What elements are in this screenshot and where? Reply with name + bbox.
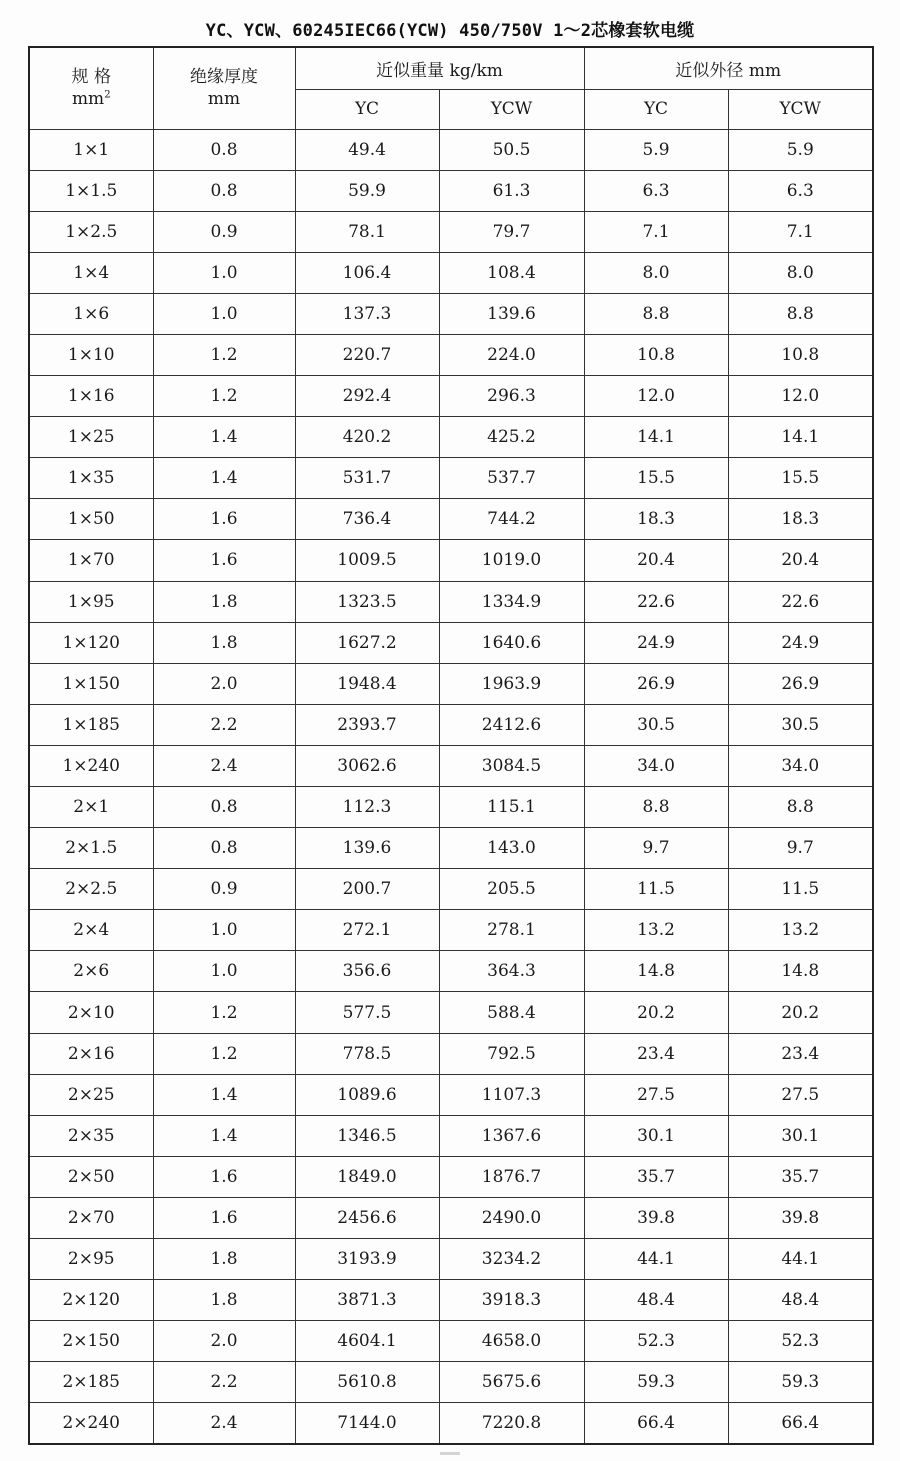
table-row <box>29 1321 873 1362</box>
table-row <box>29 1197 873 1238</box>
table-row <box>29 745 873 786</box>
header-diameter-group: 近似外径 mm <box>584 47 873 89</box>
cell-diameter-yc: 14.8 <box>584 951 728 992</box>
cell-diameter-yc: 24.9 <box>584 622 728 663</box>
cell-weight-yc: 577.5 <box>295 992 439 1033</box>
cell-diameter-yc: 48.4 <box>584 1280 728 1321</box>
cell-diameter-yc: 23.4 <box>584 1033 728 1074</box>
cell-insulation: 0.8 <box>153 787 295 828</box>
cell-insulation: 1.8 <box>153 581 295 622</box>
cell-weight-yc: 139.6 <box>295 828 439 869</box>
cell-diameter-yc: 6.3 <box>584 170 728 211</box>
cell-insulation: 1.6 <box>153 499 295 540</box>
table-row <box>29 334 873 375</box>
cell-weight-yc: 292.4 <box>295 376 439 417</box>
cell-weight-yc: 736.4 <box>295 499 439 540</box>
table-row <box>29 540 873 581</box>
table-row <box>29 293 873 334</box>
header-weight-group: 近似重量 kg/km <box>295 47 584 89</box>
cell-weight-ycw: 588.4 <box>439 992 584 1033</box>
cell-diameter-yc: 8.8 <box>584 293 728 334</box>
cell-diameter-ycw: 24.9 <box>728 622 873 663</box>
cell-diameter-yc: 11.5 <box>584 869 728 910</box>
cell-diameter-yc: 13.2 <box>584 910 728 951</box>
cell-diameter-ycw: 22.6 <box>728 581 873 622</box>
cell-weight-yc: 1009.5 <box>295 540 439 581</box>
cell-weight-yc: 1849.0 <box>295 1156 439 1197</box>
cell-weight-ycw: 7220.8 <box>439 1403 584 1444</box>
header-spec-unit-text: mm <box>71 89 105 110</box>
cell-diameter-ycw: 44.1 <box>728 1239 873 1280</box>
cell-weight-yc: 1627.2 <box>295 622 439 663</box>
table-row <box>29 581 873 622</box>
cell-diameter-yc: 12.0 <box>584 376 728 417</box>
cell-diameter-yc: 8.0 <box>584 252 728 293</box>
cell-spec: 1×2.5 <box>29 211 153 252</box>
cell-spec: 2×95 <box>29 1239 153 1280</box>
cell-insulation: 1.6 <box>153 1197 295 1238</box>
table-row <box>29 704 873 745</box>
cell-diameter-yc: 22.6 <box>584 581 728 622</box>
header-spec-unit-sup: 2 <box>104 89 111 101</box>
cell-diameter-yc: 52.3 <box>584 1321 728 1362</box>
table-row <box>29 992 873 1033</box>
cell-weight-ycw: 50.5 <box>439 129 584 170</box>
cell-diameter-yc: 27.5 <box>584 1074 728 1115</box>
cell-insulation: 0.9 <box>153 211 295 252</box>
cell-diameter-ycw: 27.5 <box>728 1074 873 1115</box>
cell-diameter-yc: 26.9 <box>584 663 728 704</box>
cell-diameter-ycw: 18.3 <box>728 499 873 540</box>
cell-diameter-yc: 14.1 <box>584 417 728 458</box>
cell-diameter-ycw: 14.1 <box>728 417 873 458</box>
table-row <box>29 499 873 540</box>
cell-insulation: 1.4 <box>153 458 295 499</box>
cell-weight-ycw: 3234.2 <box>439 1239 584 1280</box>
cell-diameter-ycw: 11.5 <box>728 869 873 910</box>
table-row <box>29 376 873 417</box>
cell-spec: 1×16 <box>29 376 153 417</box>
cell-weight-ycw: 364.3 <box>439 951 584 992</box>
cell-insulation: 1.0 <box>153 910 295 951</box>
cell-weight-ycw: 2412.6 <box>439 704 584 745</box>
table-row <box>29 458 873 499</box>
cell-weight-yc: 137.3 <box>295 293 439 334</box>
table-row <box>29 129 873 170</box>
cell-insulation: 0.8 <box>153 170 295 211</box>
cell-diameter-ycw: 59.3 <box>728 1362 873 1403</box>
cell-insulation: 1.0 <box>153 293 295 334</box>
page-title: YC、YCW、60245IEC66(YCW) 450/750V 1～2芯橡套软电缆 <box>205 21 695 41</box>
cell-weight-ycw: 139.6 <box>439 293 584 334</box>
cell-insulation: 2.4 <box>153 745 295 786</box>
cell-diameter-yc: 7.1 <box>584 211 728 252</box>
table-row <box>29 417 873 458</box>
cell-insulation: 1.2 <box>153 992 295 1033</box>
cell-insulation: 1.0 <box>153 951 295 992</box>
cell-diameter-ycw: 6.3 <box>728 170 873 211</box>
cell-weight-ycw: 1640.6 <box>439 622 584 663</box>
cell-weight-yc: 272.1 <box>295 910 439 951</box>
cell-diameter-yc: 20.2 <box>584 992 728 1033</box>
cell-insulation: 2.0 <box>153 1321 295 1362</box>
cell-diameter-ycw: 34.0 <box>728 745 873 786</box>
table-row <box>29 1362 873 1403</box>
cell-weight-yc: 7144.0 <box>295 1403 439 1444</box>
header-diameter-ycw: YCW <box>728 89 873 129</box>
cell-diameter-ycw: 8.8 <box>728 787 873 828</box>
cell-spec: 2×35 <box>29 1115 153 1156</box>
cell-weight-yc: 3193.9 <box>295 1239 439 1280</box>
cell-weight-yc: 4604.1 <box>295 1321 439 1362</box>
table-row <box>29 1115 873 1156</box>
cell-diameter-ycw: 14.8 <box>728 951 873 992</box>
cell-diameter-yc: 30.1 <box>584 1115 728 1156</box>
cell-spec: 2×185 <box>29 1362 153 1403</box>
cell-diameter-ycw: 7.1 <box>728 211 873 252</box>
cell-spec: 2×150 <box>29 1321 153 1362</box>
cell-insulation: 2.4 <box>153 1403 295 1444</box>
cell-spec: 2×240 <box>29 1403 153 1444</box>
cell-weight-yc: 531.7 <box>295 458 439 499</box>
cell-diameter-ycw: 30.5 <box>728 704 873 745</box>
cell-spec: 2×25 <box>29 1074 153 1115</box>
cell-insulation: 1.4 <box>153 1115 295 1156</box>
header-spec-unit <box>30 88 153 110</box>
cell-spec: 1×240 <box>29 745 153 786</box>
cell-weight-yc: 220.7 <box>295 334 439 375</box>
cell-diameter-yc: 20.4 <box>584 540 728 581</box>
cell-diameter-yc: 34.0 <box>584 745 728 786</box>
cell-weight-yc: 1323.5 <box>295 581 439 622</box>
cell-diameter-ycw: 23.4 <box>728 1033 873 1074</box>
cell-spec: 2×70 <box>29 1197 153 1238</box>
cell-spec: 2×1.5 <box>29 828 153 869</box>
table-row <box>29 663 873 704</box>
cell-insulation: 1.8 <box>153 1239 295 1280</box>
cell-diameter-ycw: 52.3 <box>728 1321 873 1362</box>
cell-weight-ycw: 61.3 <box>439 170 584 211</box>
cell-diameter-yc: 44.1 <box>584 1239 728 1280</box>
cell-insulation: 1.6 <box>153 540 295 581</box>
cell-weight-ycw: 1963.9 <box>439 663 584 704</box>
cell-diameter-yc: 10.8 <box>584 334 728 375</box>
cell-diameter-yc: 30.5 <box>584 704 728 745</box>
cell-diameter-ycw: 9.7 <box>728 828 873 869</box>
cell-spec: 1×1 <box>29 129 153 170</box>
cell-spec: 2×1 <box>29 787 153 828</box>
cell-insulation: 0.9 <box>153 869 295 910</box>
cell-weight-ycw: 1367.6 <box>439 1115 584 1156</box>
cell-spec: 2×50 <box>29 1156 153 1197</box>
cell-spec: 2×16 <box>29 1033 153 1074</box>
page-number-mark <box>440 1452 460 1455</box>
cell-diameter-yc: 39.8 <box>584 1197 728 1238</box>
cell-diameter-ycw: 5.9 <box>728 129 873 170</box>
cell-spec: 1×10 <box>29 334 153 375</box>
cell-weight-yc: 106.4 <box>295 252 439 293</box>
cell-insulation: 0.8 <box>153 129 295 170</box>
cell-insulation: 1.4 <box>153 1074 295 1115</box>
cell-diameter-ycw: 39.8 <box>728 1197 873 1238</box>
cell-weight-yc: 778.5 <box>295 1033 439 1074</box>
cell-weight-ycw: 537.7 <box>439 458 584 499</box>
cell-spec: 1×185 <box>29 704 153 745</box>
cell-weight-yc: 1948.4 <box>295 663 439 704</box>
cell-spec: 1×120 <box>29 622 153 663</box>
cell-weight-ycw: 278.1 <box>439 910 584 951</box>
table-row <box>29 170 873 211</box>
cell-weight-ycw: 224.0 <box>439 334 584 375</box>
table-row <box>29 211 873 252</box>
cell-weight-yc: 59.9 <box>295 170 439 211</box>
table-row <box>29 787 873 828</box>
cell-weight-ycw: 143.0 <box>439 828 584 869</box>
header-spec <box>29 47 153 129</box>
cell-insulation: 2.2 <box>153 1362 295 1403</box>
cell-weight-ycw: 1334.9 <box>439 581 584 622</box>
cell-diameter-ycw: 10.8 <box>728 334 873 375</box>
cell-weight-ycw: 744.2 <box>439 499 584 540</box>
cell-spec: 2×10 <box>29 992 153 1033</box>
cell-diameter-yc: 66.4 <box>584 1403 728 1444</box>
cell-weight-yc: 1346.5 <box>295 1115 439 1156</box>
cell-weight-ycw: 1876.7 <box>439 1156 584 1197</box>
cell-weight-ycw: 4658.0 <box>439 1321 584 1362</box>
cell-diameter-ycw: 8.8 <box>728 293 873 334</box>
cell-diameter-ycw: 12.0 <box>728 376 873 417</box>
header-spec-label: 规 格 <box>71 67 111 88</box>
cell-spec: 1×70 <box>29 540 153 581</box>
cell-weight-ycw: 108.4 <box>439 252 584 293</box>
cell-spec: 1×95 <box>29 581 153 622</box>
table-row <box>29 1239 873 1280</box>
table-row <box>29 910 873 951</box>
cell-weight-yc: 3062.6 <box>295 745 439 786</box>
cell-spec: 2×6 <box>29 951 153 992</box>
cell-diameter-yc: 15.5 <box>584 458 728 499</box>
cell-insulation: 2.2 <box>153 704 295 745</box>
cell-diameter-ycw: 30.1 <box>728 1115 873 1156</box>
cell-weight-ycw: 3918.3 <box>439 1280 584 1321</box>
cell-weight-ycw: 5675.6 <box>439 1362 584 1403</box>
cell-weight-yc: 3871.3 <box>295 1280 439 1321</box>
cell-weight-yc: 356.6 <box>295 951 439 992</box>
table-header <box>29 47 873 129</box>
cell-weight-ycw: 1019.0 <box>439 540 584 581</box>
cell-weight-ycw: 115.1 <box>439 787 584 828</box>
cell-diameter-ycw: 48.4 <box>728 1280 873 1321</box>
cell-diameter-yc: 5.9 <box>584 129 728 170</box>
header-row-top <box>29 47 873 89</box>
cell-spec: 1×4 <box>29 252 153 293</box>
cell-spec: 2×120 <box>29 1280 153 1321</box>
cell-weight-yc: 2393.7 <box>295 704 439 745</box>
table-row <box>29 828 873 869</box>
cell-weight-ycw: 425.2 <box>439 417 584 458</box>
cell-weight-yc: 1089.6 <box>295 1074 439 1115</box>
header-diameter-yc: YC <box>584 89 728 129</box>
cell-insulation: 1.0 <box>153 252 295 293</box>
cell-weight-ycw: 205.5 <box>439 869 584 910</box>
cell-weight-ycw: 2490.0 <box>439 1197 584 1238</box>
cell-insulation: 1.8 <box>153 1280 295 1321</box>
cell-diameter-yc: 59.3 <box>584 1362 728 1403</box>
cell-weight-yc: 112.3 <box>295 787 439 828</box>
table-row <box>29 1033 873 1074</box>
table-row <box>29 622 873 663</box>
cell-diameter-yc: 9.7 <box>584 828 728 869</box>
header-insulation-label: 绝缘厚度 <box>190 67 258 88</box>
cell-insulation: 1.4 <box>153 417 295 458</box>
cell-weight-ycw: 79.7 <box>439 211 584 252</box>
header-weight-yc: YC <box>295 89 439 129</box>
cell-insulation: 1.2 <box>153 334 295 375</box>
table-row <box>29 1156 873 1197</box>
cell-spec: 1×50 <box>29 499 153 540</box>
cell-diameter-ycw: 26.9 <box>728 663 873 704</box>
table-row <box>29 1403 873 1444</box>
cell-diameter-ycw: 20.4 <box>728 540 873 581</box>
cell-weight-yc: 420.2 <box>295 417 439 458</box>
cell-diameter-ycw: 20.2 <box>728 992 873 1033</box>
cell-spec: 1×1.5 <box>29 170 153 211</box>
cell-spec: 1×35 <box>29 458 153 499</box>
cell-insulation: 1.8 <box>153 622 295 663</box>
cell-weight-yc: 5610.8 <box>295 1362 439 1403</box>
cable-spec-table <box>28 46 874 1445</box>
cell-insulation: 2.0 <box>153 663 295 704</box>
cell-weight-yc: 78.1 <box>295 211 439 252</box>
table-row <box>29 869 873 910</box>
cell-insulation: 0.8 <box>153 828 295 869</box>
cell-weight-ycw: 296.3 <box>439 376 584 417</box>
cell-diameter-ycw: 66.4 <box>728 1403 873 1444</box>
cell-diameter-ycw: 8.0 <box>728 252 873 293</box>
cell-weight-yc: 49.4 <box>295 129 439 170</box>
cell-diameter-ycw: 35.7 <box>728 1156 873 1197</box>
cell-diameter-yc: 18.3 <box>584 499 728 540</box>
cell-weight-ycw: 3084.5 <box>439 745 584 786</box>
table-body <box>29 129 873 1444</box>
cell-insulation: 1.2 <box>153 1033 295 1074</box>
cell-spec: 1×150 <box>29 663 153 704</box>
cell-diameter-ycw: 13.2 <box>728 910 873 951</box>
table-row <box>29 1074 873 1115</box>
table-row <box>29 951 873 992</box>
header-weight-ycw: YCW <box>439 89 584 129</box>
cell-weight-yc: 200.7 <box>295 869 439 910</box>
cell-spec: 1×6 <box>29 293 153 334</box>
cell-weight-ycw: 792.5 <box>439 1033 584 1074</box>
cell-weight-yc: 2456.6 <box>295 1197 439 1238</box>
header-insulation-unit: mm <box>207 89 241 110</box>
header-insulation <box>153 47 295 129</box>
table-row <box>29 1280 873 1321</box>
cell-insulation: 1.6 <box>153 1156 295 1197</box>
cell-insulation: 1.2 <box>153 376 295 417</box>
cell-spec: 2×2.5 <box>29 869 153 910</box>
cell-diameter-yc: 35.7 <box>584 1156 728 1197</box>
cell-weight-ycw: 1107.3 <box>439 1074 584 1115</box>
cell-diameter-ycw: 15.5 <box>728 458 873 499</box>
table-row <box>29 252 873 293</box>
cell-spec: 2×4 <box>29 910 153 951</box>
cell-spec: 1×25 <box>29 417 153 458</box>
cell-diameter-yc: 8.8 <box>584 787 728 828</box>
